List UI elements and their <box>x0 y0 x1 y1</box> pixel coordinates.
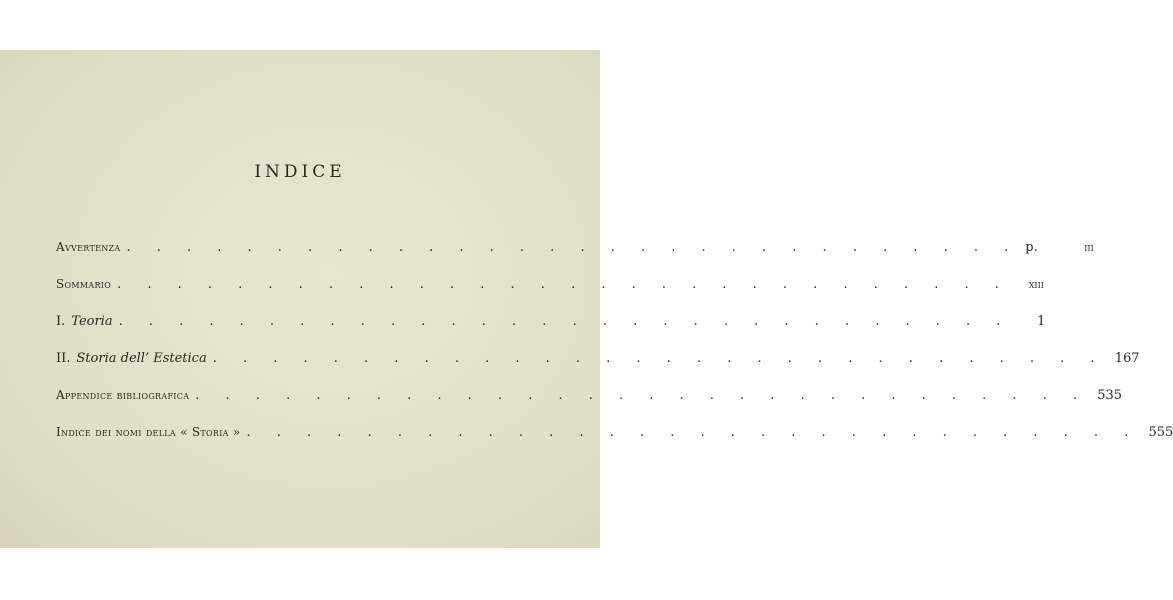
toc-entry-number: II. <box>56 351 71 366</box>
page-prefix: p. <box>1025 240 1038 255</box>
toc-entry-page: 1 <box>1037 314 1046 329</box>
toc-entry-label: Appendice bibliografica <box>56 388 190 402</box>
dot-leader: . . . . . . . . . . . . . . . . . . . . . . . . . . . . . . <box>212 351 1106 366</box>
toc-entry-page: 167 <box>1114 351 1140 366</box>
toc-entry-sommario <box>56 277 1044 297</box>
toc-entry-avvertenza <box>56 240 1094 260</box>
toc-entry-label: Teoria <box>71 314 113 329</box>
toc-entry-page: 535 <box>1097 388 1123 403</box>
toc-entry-indice-nomi <box>56 425 1173 445</box>
toc-entry-label: Storia dell’ Estetica <box>76 351 207 366</box>
toc-entry-label: Sommario <box>56 277 112 291</box>
dot-leader: . . . . . . . . . . . . . . . . . . . . . . . . . . . . . . <box>118 314 1012 329</box>
book-page <box>0 50 1173 548</box>
toc-entry-page: xiii <box>1028 277 1044 291</box>
toc-entry-label: Avvertenza <box>56 240 121 254</box>
toc-entry-page: iii <box>1084 240 1094 254</box>
page-title: INDICE <box>254 162 346 182</box>
toc-entry-label: Indice dei nomi della « Storia » <box>56 425 241 439</box>
toc-entry-page: 555 <box>1148 425 1173 440</box>
toc-entry-teoria <box>56 314 1046 334</box>
toc-entry-storia <box>56 351 1140 371</box>
dot-leader: . . . . . . . . . . . . . . . . . . . . . . . . . . . . . . <box>246 425 1140 440</box>
toc-entry-number: I. <box>56 314 66 329</box>
dot-leader: . . . . . . . . . . . . . . . . . . . . . . . . . . . . . . <box>126 240 1020 255</box>
dot-leader: . . . . . . . . . . . . . . . . . . . . . . . . . . . . . . <box>195 388 1089 403</box>
dot-leader: . . . . . . . . . . . . . . . . . . . . . . . . . . . . . . <box>117 277 1010 292</box>
toc-entry-appendice <box>56 388 1123 408</box>
